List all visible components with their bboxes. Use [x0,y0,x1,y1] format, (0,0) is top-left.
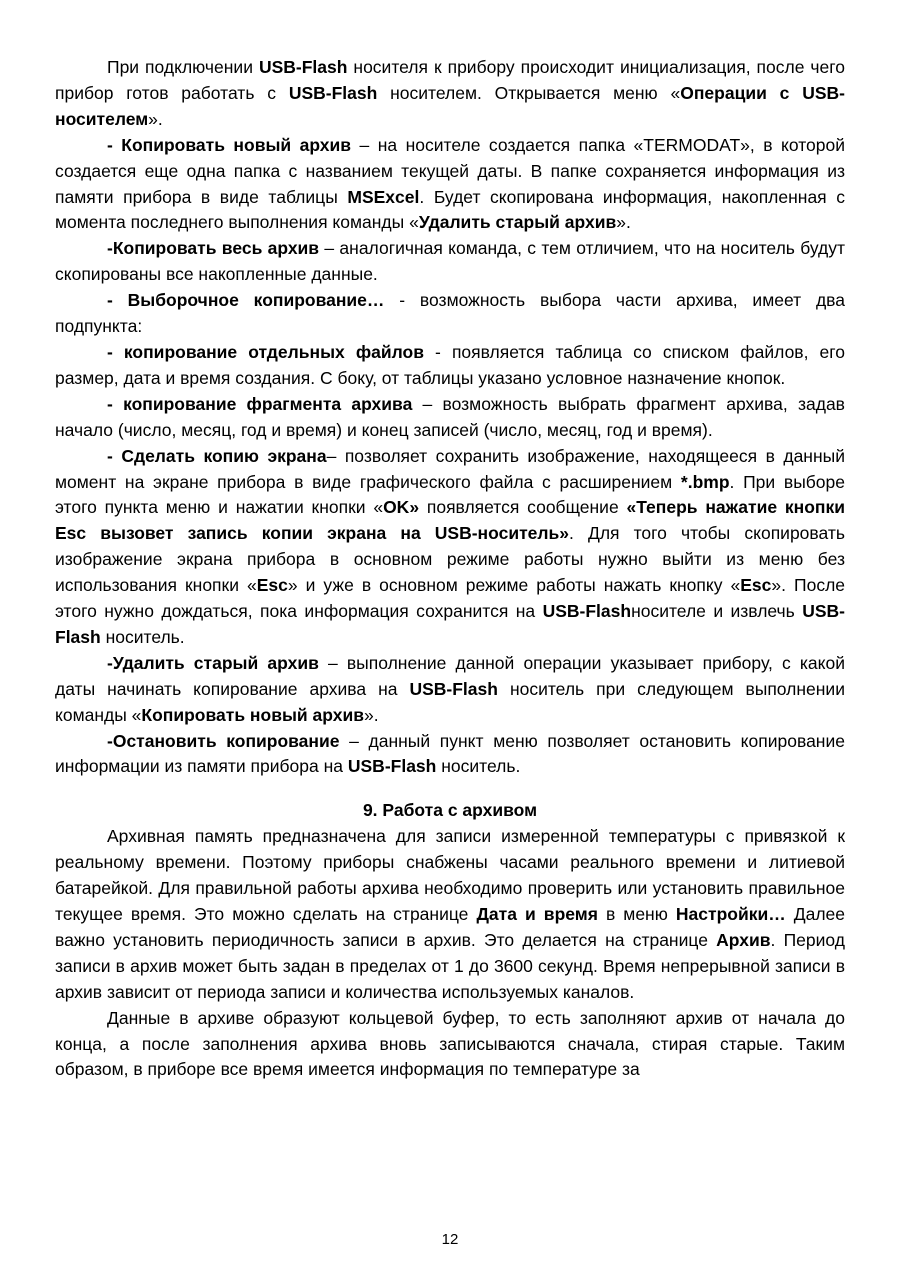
menu-item-copy-new-archive: - Копировать новый архив [107,134,352,155]
text-run: ». [363,704,379,725]
selective-copy-paragraph [55,288,845,340]
menu-item-stop-copy: -Остановить копирование [107,730,340,751]
text-run: носителя к прибору происходит инициализация, после чего прибор готов работать с [55,57,846,103]
menu-name-usb-operations: Операции с USB-носителем [55,82,845,129]
page-number: 12 [441,1231,459,1248]
usb-flash-term: USB-Flash [55,601,845,647]
text-run: – возможность выбрать фрагмент архива, задав начало (число, месяц, год и время) и конец записей (число, месяц, год и время). [55,393,845,440]
menu-item-copy-all-archive: -Копировать весь архив [107,238,320,259]
usb-flash-term: USB-Flash [409,678,498,699]
text-run: носителем. Открывается меню « [377,82,681,103]
stop-copy-paragraph [55,729,845,781]
text-run: - появляется таблица со списком файлов, его размер, дата и время создания. С боку, от таблицы указано условное назначение кнопок. [55,341,846,388]
text-run: . Период записи в архив может быть задан в пределах от 1 до 3600 секунд. Время непрерывной записи в архив зависит от периода записи и количества используемых каналов. [55,929,845,1002]
text-run: Архивная память предназначена для записи измеренной температуры с привязкой к реальному времени. Поэтому приборы снабжены часами реального времени и литиевой батарейкой. Для правильной работы архива необходимо проверить или установить правильное текущее время. Это можно сделать на странице [55,826,845,924]
usb-flash-term: USB-Flash [288,82,378,103]
text-run: ». [616,212,631,233]
menu-item-make-screenshot: - Сделать копию экрана [107,445,327,466]
text-run: - возможность выбора части архива, имеет два подпункта: [55,290,845,337]
text-run: . При выборе этого пункта меню и нажатии кнопки « [55,471,845,518]
archive-memory-paragraph [55,824,845,1005]
ring-buffer-paragraph [55,1006,845,1084]
text-run: появляется сообщение [419,497,627,518]
text-run: Данные в архиве образуют кольцевой буфер, то есть заполняют архив от начала до конца, а после заполнения архива вновь записываются сначала, стирая старые. Таким образом, в приборе все время имеется информация по температуре за [55,1007,845,1080]
text-run: в меню [597,904,676,924]
text-run: – на носителе создается папка «TERMODAT», в которой создается еще одна папка с названием текущей даты. В папке сохраняется информация из памяти прибора в виде таблицы [55,134,845,207]
page-content [55,55,845,1083]
text-run: . Будет скопирована информация, накопленная с момента последнего выполнения команды « [55,186,846,233]
archive-page-reference: Архив [716,929,771,950]
section-heading: 9. Работа с архивом [362,800,538,821]
usb-flash-term: USB-Flash [542,601,632,622]
msexcel-term: MSExcel [347,186,420,207]
menu-item-selective-copy: - Выборочное копирование… [107,290,385,311]
text-run: носитель. [436,756,521,777]
menu-item-copy-fragment: - копирование фрагмента архива [107,393,413,414]
screenshot-paragraph [55,444,845,651]
menu-item-delete-old-archive: -Удалить старый архив [107,652,319,673]
ok-key-reference: OK» [383,497,420,518]
device-message-quote: «Теперь нажатие кнопки Esc вызовет запись копии экрана на USB-носитель» [55,497,845,544]
menu-item-copy-files: - копирование отдельных файлов [107,341,424,362]
text-run: носитель при следующем выполнении команды « [55,678,845,725]
delete-old-archive-paragraph [55,651,845,729]
text-run: – аналогичная команда, с тем отличием, что на носитель будут скопированы все накопленные данные. [55,238,845,285]
text-run: – данный пункт меню позволяет остановить копирование информации из памяти прибора на [55,730,845,777]
delete-old-archive-reference: Удалить старый архив [418,212,617,233]
esc-key-reference: Esc [256,575,288,596]
copy-new-archive-reference: Копировать новый архив [141,704,364,725]
copy-fragment-paragraph [55,392,845,444]
text-run: – позволяет сохранить изображение, находящееся в данный момент на экране прибора в виде графического файла с расширением [55,445,845,492]
usb-flash-term: USB-Flash [258,57,348,77]
text-run: – выполнение данной операции указывает прибору, с какой даты начинать копирование архива на [55,652,846,699]
esc-key-reference: Esc [740,575,772,596]
text-run: » и уже в основном режиме работы нажать кнопку « [287,575,741,596]
date-time-page-reference: Дата и время [476,904,598,924]
copy-files-paragraph [55,340,845,392]
usb-intro-paragraph [55,55,845,133]
copy-new-archive-paragraph [55,133,845,237]
usb-flash-term: USB-Flash [347,756,437,777]
text-run: Далее важно установить периодичность записи в архив. Это делается на странице [55,904,846,950]
text-run: . Для того чтобы скопировать изображение экрана прибора в основном режиме работы нужно выйти из меню без использования кнопки « [55,523,845,596]
text-run: ». После этого нужно дождаться, пока информация сохранится на [55,575,846,622]
settings-menu-reference: Настройки… [675,904,786,924]
bmp-extension: *.bmp [680,471,730,492]
text-run: ». [148,108,163,129]
text-run: носителе и извлечь [631,601,803,622]
text-run: При подключении [107,57,259,77]
text-run: носитель. [100,626,185,647]
copy-all-archive-paragraph [55,236,845,288]
